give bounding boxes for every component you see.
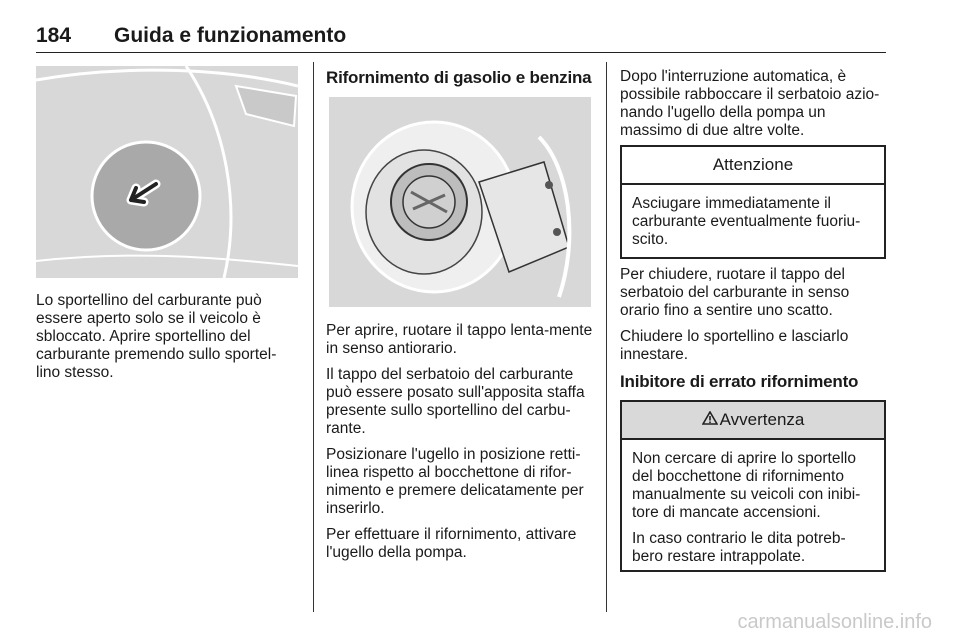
fuel-door-illustration — [36, 66, 298, 278]
fuel-cap-illustration — [329, 97, 591, 307]
warning-triangle-icon — [702, 402, 718, 438]
close-door-text: Chiudere lo sportellino e lasciarlo innestare. — [620, 328, 849, 363]
heading-misfuel-inhibitor: Inibitore di errato rifornimento — [620, 372, 859, 391]
warning-box — [620, 400, 886, 572]
column-3-intro — [620, 68, 888, 148]
attention-text: Asciugare immediatamente il carburante eventualmente fuoriu-scito. — [632, 195, 861, 248]
column-2 — [326, 322, 596, 570]
open-cap-text: Per aprire, ruotare il tappo lenta-mente in senso antiorario. — [326, 322, 593, 357]
close-cap-text: Per chiudere, ruotare il tappo del serbatoio del carburante in senso orario fino a sentire uno scatto. — [620, 266, 850, 319]
fuel-door-drawing — [36, 66, 298, 278]
attention-title: Attenzione — [622, 147, 884, 185]
refuel-activate-text: Per effettuare il rifornimento, attivare l'ugello della pompa. — [326, 526, 577, 561]
fuel-cap-drawing — [329, 97, 591, 307]
fuel-door-text: Lo sportellino del carburante può essere aperto solo se il veicolo è sbloccato. Aprire sportellino del carburante premendo sullo sportel-lino stesso. — [36, 292, 277, 381]
watermark: carmanualsonline.info — [737, 611, 932, 633]
warning-title: Avvertenza — [719, 410, 805, 429]
column-1 — [36, 292, 298, 390]
topup-text: Dopo l'interruzione automatica, è possibile rabboccare il serbatoio azio-nando l'ugello della pompa un massimo di due altre volte. — [620, 68, 880, 139]
nozzle-position-text: Posizionare l'ugello in posizione retti-linea rispetto al bocchettone di rifor-nimento e premere delicatamente per inserirlo. — [326, 446, 584, 517]
column-3-close — [620, 266, 888, 372]
page-number: 184 — [36, 24, 72, 47]
cap-holder-text: Il tappo del serbatoio del carburante può essere posato sull'apposita staffa presente sullo sportellino del carbu-rante. — [326, 366, 585, 437]
chapter-title: Guida e funzionamento — [114, 24, 347, 47]
warning-header — [622, 402, 884, 440]
column-divider-1 — [313, 62, 314, 612]
page-header — [36, 24, 886, 53]
column-divider-2 — [606, 62, 607, 612]
heading-refuelling: Rifornimento di gasolio e benzina — [326, 68, 592, 87]
warning-text-1: Non cercare di aprire lo sportello del bocchettone di rifornimento manualmente su veicoli con inibi-tore di mancate accensioni. — [632, 450, 861, 521]
warning-text-2: In caso contrario le dita potreb-bero restare intrappolate. — [632, 530, 846, 565]
attention-box — [620, 145, 886, 259]
